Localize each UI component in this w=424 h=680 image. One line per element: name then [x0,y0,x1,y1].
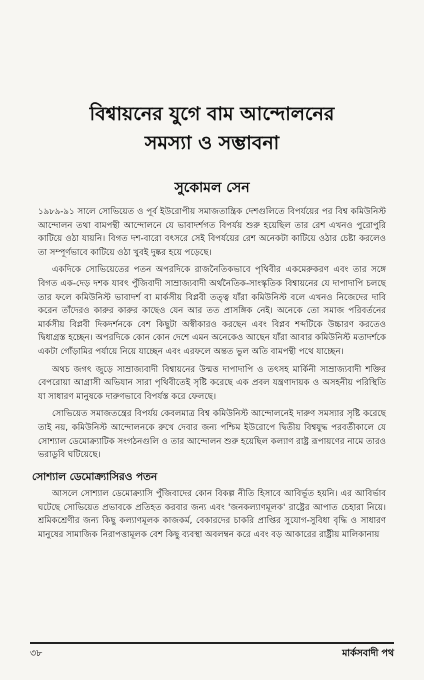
body-paragraph-4: সোভিয়েত সমাজতন্ত্রের বিপর্যয় কেবলমাত্র বিশ্ব কমিউনিস্ট আন্দোলনেই দারুণ সমস্যার সৃষ্টি করেছে তাই নয়, কমিউনিস্ট আন্দোলনকে রুখে দেবার জন্য পশ্চিম ইউরোপে দ্বিতীয় বিশ্বযুদ্ধ পরবর্তীকালে যে সোশ্যাল ডেমোক্র্যাটিক সংগঠনগুলি ও তার আন্দোলন শুরু হয়েছিল কল্যাণ রাষ্ট্র রূপায়ণের নামে তারও ভরাডুবি ঘটিয়েছে। [38,409,386,461]
body-paragraph-1: ১৯৮৯-৯১ সালে সোভিয়েত ও পূর্ব ইউরোপীয় সমাজতান্ত্রিক দেশগুলিতে বিপর্যয়ের পর বিশ্ব কমিউনিস্ট আন্দোলন তথা বামপন্থী আন্দোলনে যে ভাবাদর্শগত বিপর্যয় শুরু হয়েছিল তার রেশ এখনও পুরোপুরি কাটিয়ে ওঠা যায়নি। বিগত দশ-বারো বৎসরে সেই বিপর্যয়ের রেশ অনেকটা কাটিয়ে ওঠার চেষ্টা করলেও তা সম্পূর্ণভাবে কাটিয়ে ওঠা খুবই দুষ্কর হয়ে পড়েছে। [38,207,386,258]
footer-rule [30,642,394,644]
body-paragraph-3: অথচ জগৎ জুড়ে সাম্রাজ্যবাদী বিশ্বায়নের উন্মত্ত দাপাদাপি ও তৎসহ মার্কিনী সাম্রাজ্যবাদী শক্তির বেপরোয়া আগ্রাসী অভিযান সারা পৃথিবীতেই সৃষ্টি করেছে এক প্রবল যন্ত্রণাদায়ক ও অসহনীয় পরিস্থিতি যা সাধারণ মানুষকে দারুণভাবে বিপর্যস্ত করে ফেলছে। [38,364,386,402]
article-author: সুকোমল সেন [174,180,250,196]
article-title-line-1: বিশ্বায়নের যুগে বাম আন্দোলনের [89,103,335,125]
body-paragraph-2: একদিকে সোভিয়েতের পতন অপরদিকে রাজনৈতিকভাবে পৃথিবীর একমেরুকরণ এবং তার সঙ্গে বিগত এক-দেড় দশক যাবৎ পুঁজিবাদী সাম্রাজ্যবাদী অর্থনৈতিক-সাংস্কৃতিক বিশ্বায়নের যে দাপাদাপি চলছে তার ফলে কমিউনিস্ট ভাবাদর্শ বা মার্কসীয় বিপ্লবী তত্ত্ব যাঁরা কমিউনিস্ট বলে এখনও নিজেদের দাবি করেন তাঁদেরও কারুর কারুর কাছেও যেন আর তত প্রাসঙ্গিক নেই। অনেকে তো সমাজ পরিবর্তনের মার্কসীয় বিপ্লবী দিকদর্শনকে বেশ কিছুটা অস্বীকারও করছেন এবং বিপ্লব শব্দটিকে উচ্চারণ করতেও দ্বিধাগ্রস্ত হচ্ছেন। অপরদিকে কোন কোন দেশে এমন অনেকেও আছেন যাঁরা আবার কমিউনিস্ট মতাদর্শকে একটা গোঁড়ামির পর্যায়ে নিয়ে যাচ্ছেন এবং এরফলে অন্তত ভুল অতি বামপন্থী পথে যাচ্ছেন। [38,265,386,357]
running-footer-publication: মার্কসবাদী পথ [342,648,394,659]
page-number: ৩৮ [30,648,43,659]
section-heading: সোশ্যাল ডেমোক্র্যাসিরও পতন [32,470,158,483]
article-body [32,206,386,547]
article-title-line-2: সমস্যা ও সম্ভাবনা [144,132,280,154]
section-paragraph: আসলে সোশ্যাল ডেমোক্র্যাসি পুঁজিবাদের কোন বিকল্প নীতি হিসাবে আবির্ভূত হয়নি। এর আবির্ভাব ঘটেছে সোভিয়েত প্রভাবকে প্রতিহত করবার জন্য এবং 'জনকল্যাণমূলক' রাষ্ট্রের আপাত চেহারা নিয়ে। শ্রমিকশ্রেণীর জন্য কিছু কল্যাণমূলক কাজকর্ম, বেকারদের চাকরি প্রাপ্তির সুযোগ-সুবিধা বৃদ্ধি ও সাধারণ মানুষের সামাজিক নিরাপত্তামূলক বেশ কিছু ব্যবস্থা অবলম্বন করে এবং বড় আকারের রাষ্ট্রীয় মালিকানায় [38,489,386,541]
